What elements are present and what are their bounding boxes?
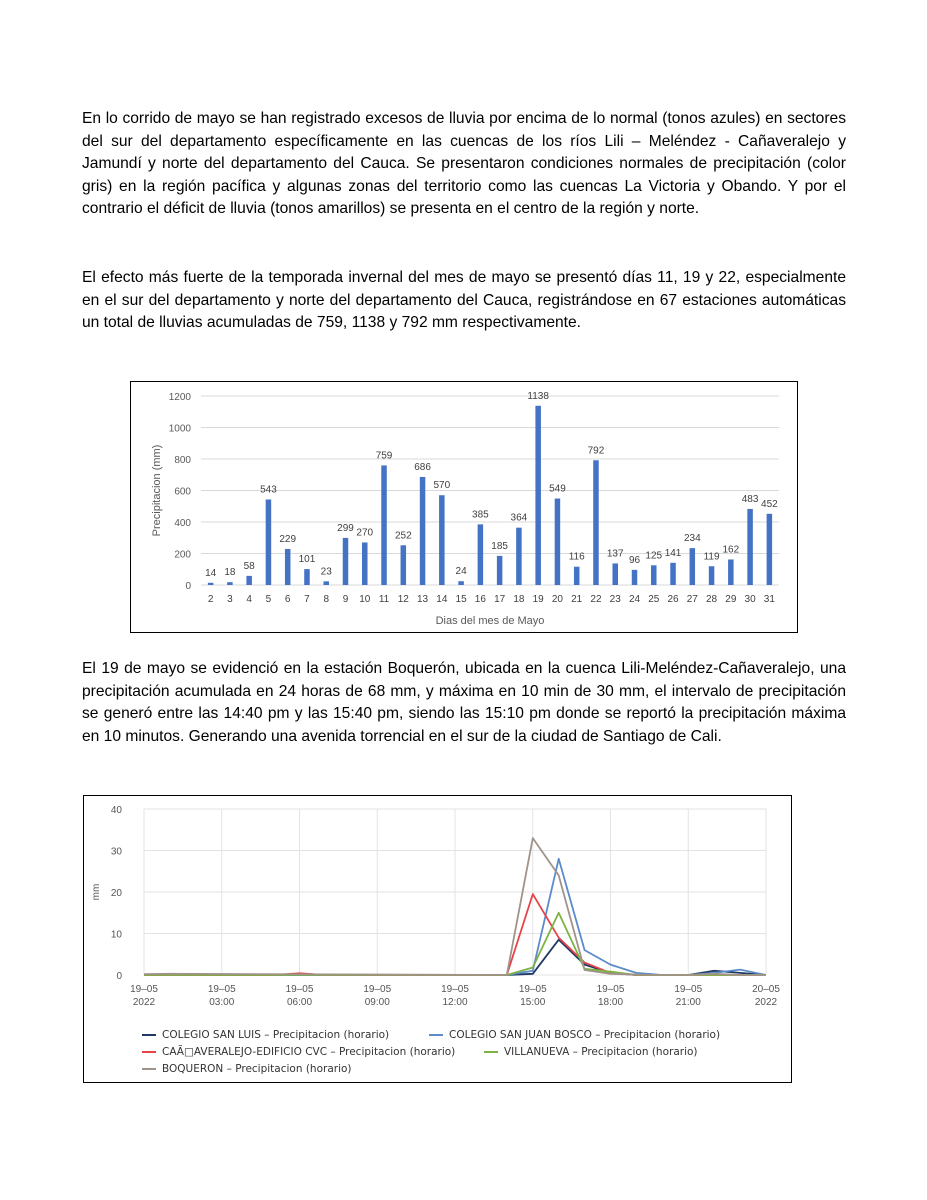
bar <box>266 499 272 585</box>
legend-item-colegio-san-juan-bosco: COLEGIO SAN JUAN BOSCO – Precipitacion (horario) <box>429 1029 720 1041</box>
y-axis-title: Precipitacion (mm) <box>151 444 163 537</box>
y-tick-label: 200 <box>174 549 191 561</box>
legend-swatch <box>142 1051 156 1053</box>
x-tick-label: 19–05 <box>207 984 236 995</box>
x-tick-label: 20 <box>551 594 563 605</box>
data-label: 116 <box>568 551 585 563</box>
bar <box>439 495 445 585</box>
x-tick-label: 4 <box>246 594 252 605</box>
x-tick-label: 19–05 <box>674 984 703 995</box>
legend-item-canaveralejo: CAÃ□AVERALEJO-EDIFICIO CVC – Precipitacion (horario) <box>142 1046 455 1058</box>
data-label: 185 <box>491 540 508 552</box>
data-label: 686 <box>414 461 431 473</box>
data-label: 759 <box>375 450 393 462</box>
x-tick-label: 18 <box>513 594 525 605</box>
x-tick-label: 8 <box>323 594 330 605</box>
data-label: 549 <box>549 483 566 495</box>
data-label: 452 <box>761 498 778 510</box>
x-tick-label: 19–05 <box>441 984 469 995</box>
y-tick-label: 800 <box>174 455 191 466</box>
x-tick-label: 27 <box>686 594 698 605</box>
legend-swatch <box>429 1034 443 1036</box>
x-tick-label: 25 <box>648 594 660 605</box>
data-label: 299 <box>337 522 354 534</box>
legend-swatch <box>484 1051 498 1053</box>
y-tick-label: 600 <box>174 486 191 498</box>
x-axis-title: Dias del mes de Mayo <box>435 615 545 627</box>
x-tick-label: 10 <box>359 594 371 605</box>
bar <box>227 582 233 585</box>
x-tick-label: 14 <box>436 594 448 605</box>
data-label: 18 <box>224 567 236 579</box>
x-tick-label: 19–05 <box>363 984 392 995</box>
bar <box>208 583 214 585</box>
x-tick-label: 19–05 <box>518 984 547 995</box>
x-tick-label: 12:00 <box>442 997 468 1008</box>
bar <box>709 566 715 585</box>
y-tick-label: 0 <box>185 581 191 592</box>
data-label: 24 <box>455 566 467 578</box>
bar <box>593 460 599 585</box>
legend-item-boqueron: BOQUERON – Precipitacion (horario) <box>142 1063 352 1075</box>
x-tick-label: 30 <box>744 594 756 605</box>
x-tick-label: 2022 <box>132 997 156 1008</box>
x-tick-label: 23 <box>609 594 621 605</box>
bar <box>323 581 329 585</box>
x-tick-label: 16 <box>474 594 486 605</box>
x-tick-label: 6 <box>284 594 291 605</box>
data-label: 14 <box>205 567 217 579</box>
line-chart-svg <box>84 796 791 1026</box>
x-tick-label: 22 <box>590 594 602 605</box>
x-tick-label: 2022 <box>754 997 778 1008</box>
x-tick-label: 31 <box>763 594 775 605</box>
y-tick-label: 1000 <box>168 423 191 435</box>
legend-item-villanueva: VILLANUEVA – Precipitacion (horario) <box>484 1046 698 1058</box>
bar <box>555 499 561 585</box>
data-label: 137 <box>606 548 624 560</box>
x-tick-label: 19–05 <box>596 984 625 995</box>
x-tick-label: 7 <box>304 594 310 605</box>
y-tick-label: 20 <box>110 888 122 899</box>
y-axis-title: mm <box>91 883 102 901</box>
data-label: 162 <box>722 544 740 556</box>
x-tick-label: 18:00 <box>597 997 624 1008</box>
data-label: 385 <box>472 509 489 521</box>
legend-swatch <box>142 1034 156 1036</box>
paragraph-3: El 19 de mayo se evidenció en la estación Boquerón, ubicada en la cuenca Lili-Meléndez-Cañaveralejo, una precipitación acumulada en 24 horas de 68 mm, y máxima en 10 min de 30 mm, el intervalo de precipitación se generó entre las 14:40 pm y las 15:40 pm, siendo las 15:10 pm donde se reportó la precipitación máxima en 10 minutos. Generando una avenida torrencial en el sur de la ciudad de Santiago de Cali. <box>82 660 846 745</box>
data-label: 125 <box>645 550 663 562</box>
x-tick-label: 21 <box>571 594 583 605</box>
x-tick-label: 19–05 <box>130 984 158 995</box>
data-label: 364 <box>510 512 528 524</box>
x-tick-label: 20–05 <box>752 984 780 995</box>
bar <box>497 556 503 585</box>
bar <box>381 465 387 585</box>
x-tick-label: 26 <box>667 594 679 605</box>
bar-chart-svg <box>131 382 797 632</box>
x-tick-label: 09:00 <box>364 997 390 1008</box>
bar <box>458 581 464 585</box>
data-label: 96 <box>628 554 641 566</box>
bar <box>516 528 522 585</box>
data-label: 101 <box>298 554 316 566</box>
bar <box>632 570 638 585</box>
y-tick-label: 30 <box>110 846 122 858</box>
x-tick-label: 11 <box>378 594 390 605</box>
x-tick-label: 3 <box>227 594 233 605</box>
data-label: 483 <box>741 493 759 505</box>
paragraph-1: En lo corrido de mayo se han registrado excesos de lluvia por encima de lo normal (tonos azules) en sectores del sur del departamento específicamente en las cuencas de los ríos Lili – Meléndez - Cañaveralejo y Jamundí y norte del departamento del Cauca. Se presentaron condiciones normales de precipitación (color gris) en la región pacífica y algunas zonas del territorio como las cuencas La Victoria y Obando. Y por el contrario el déficit de lluvia (tonos amarillos) se presenta en el centro de la región y norte. <box>82 110 846 218</box>
x-tick-label: 12 <box>397 594 409 605</box>
bar <box>478 524 484 585</box>
legend-item-colegio-san-luis: COLEGIO SAN LUIS – Precipitacion (horario) <box>142 1029 389 1041</box>
bar <box>285 549 291 585</box>
data-label: 234 <box>683 533 701 545</box>
x-tick-label: 15 <box>455 594 467 605</box>
bar <box>246 576 252 585</box>
data-label: 229 <box>279 533 297 545</box>
y-tick-label: 40 <box>110 805 122 816</box>
data-label: 23 <box>320 566 332 578</box>
y-tick-label: 10 <box>110 929 122 941</box>
x-tick-label: 24 <box>628 594 641 605</box>
x-tick-label: 2 <box>207 594 214 605</box>
data-label: 270 <box>356 527 374 539</box>
bar <box>420 477 426 585</box>
bar <box>574 567 580 585</box>
bar <box>728 559 734 585</box>
data-label: 792 <box>587 445 605 457</box>
x-tick-label: 9 <box>342 594 349 605</box>
data-label: 141 <box>664 547 682 559</box>
daily-precipitation-chart <box>130 381 798 633</box>
data-label: 543 <box>260 484 277 496</box>
x-tick-label: 19–05 <box>285 984 314 995</box>
bar <box>401 545 407 585</box>
paragraph-2: El efecto más fuerte de la temporada invernal del mes de mayo se presentó días 11, 19 y 22, especialmente en el sur del departamento y norte del departamento del Cauca, registrándose en 67 estaciones automáticas un total de lluvias acumuladas de 759, 1138 y 792 mm respectivamente. <box>82 269 846 332</box>
y-tick-label: 1200 <box>168 392 191 403</box>
bar <box>304 569 310 585</box>
data-label: 1138 <box>527 390 549 402</box>
bar <box>690 548 696 585</box>
bar <box>747 509 753 585</box>
x-tick-label: 03:00 <box>209 997 235 1008</box>
data-label: 58 <box>243 560 255 572</box>
y-tick-label: 0 <box>116 971 122 982</box>
bar <box>767 514 773 585</box>
x-tick-label: 5 <box>265 594 272 605</box>
x-tick-label: 21:00 <box>675 997 701 1008</box>
x-tick-label: 06:00 <box>286 997 313 1008</box>
hourly-precipitation-chart <box>83 795 792 1083</box>
bar <box>612 563 618 585</box>
x-tick-label: 15:00 <box>520 997 546 1008</box>
data-label: 119 <box>703 551 720 563</box>
bar <box>651 565 657 585</box>
y-tick-label: 400 <box>174 518 191 529</box>
bar <box>670 563 676 585</box>
legend-swatch <box>142 1068 156 1070</box>
x-tick-label: 28 <box>706 594 718 605</box>
bar <box>362 542 368 585</box>
x-tick-label: 17 <box>494 594 506 605</box>
x-tick-label: 13 <box>417 594 429 605</box>
x-tick-label: 19 <box>532 594 544 605</box>
x-tick-label: 29 <box>725 594 737 605</box>
bar <box>535 406 541 585</box>
data-label: 252 <box>394 530 412 542</box>
bar <box>343 538 349 585</box>
data-label: 570 <box>433 480 451 492</box>
